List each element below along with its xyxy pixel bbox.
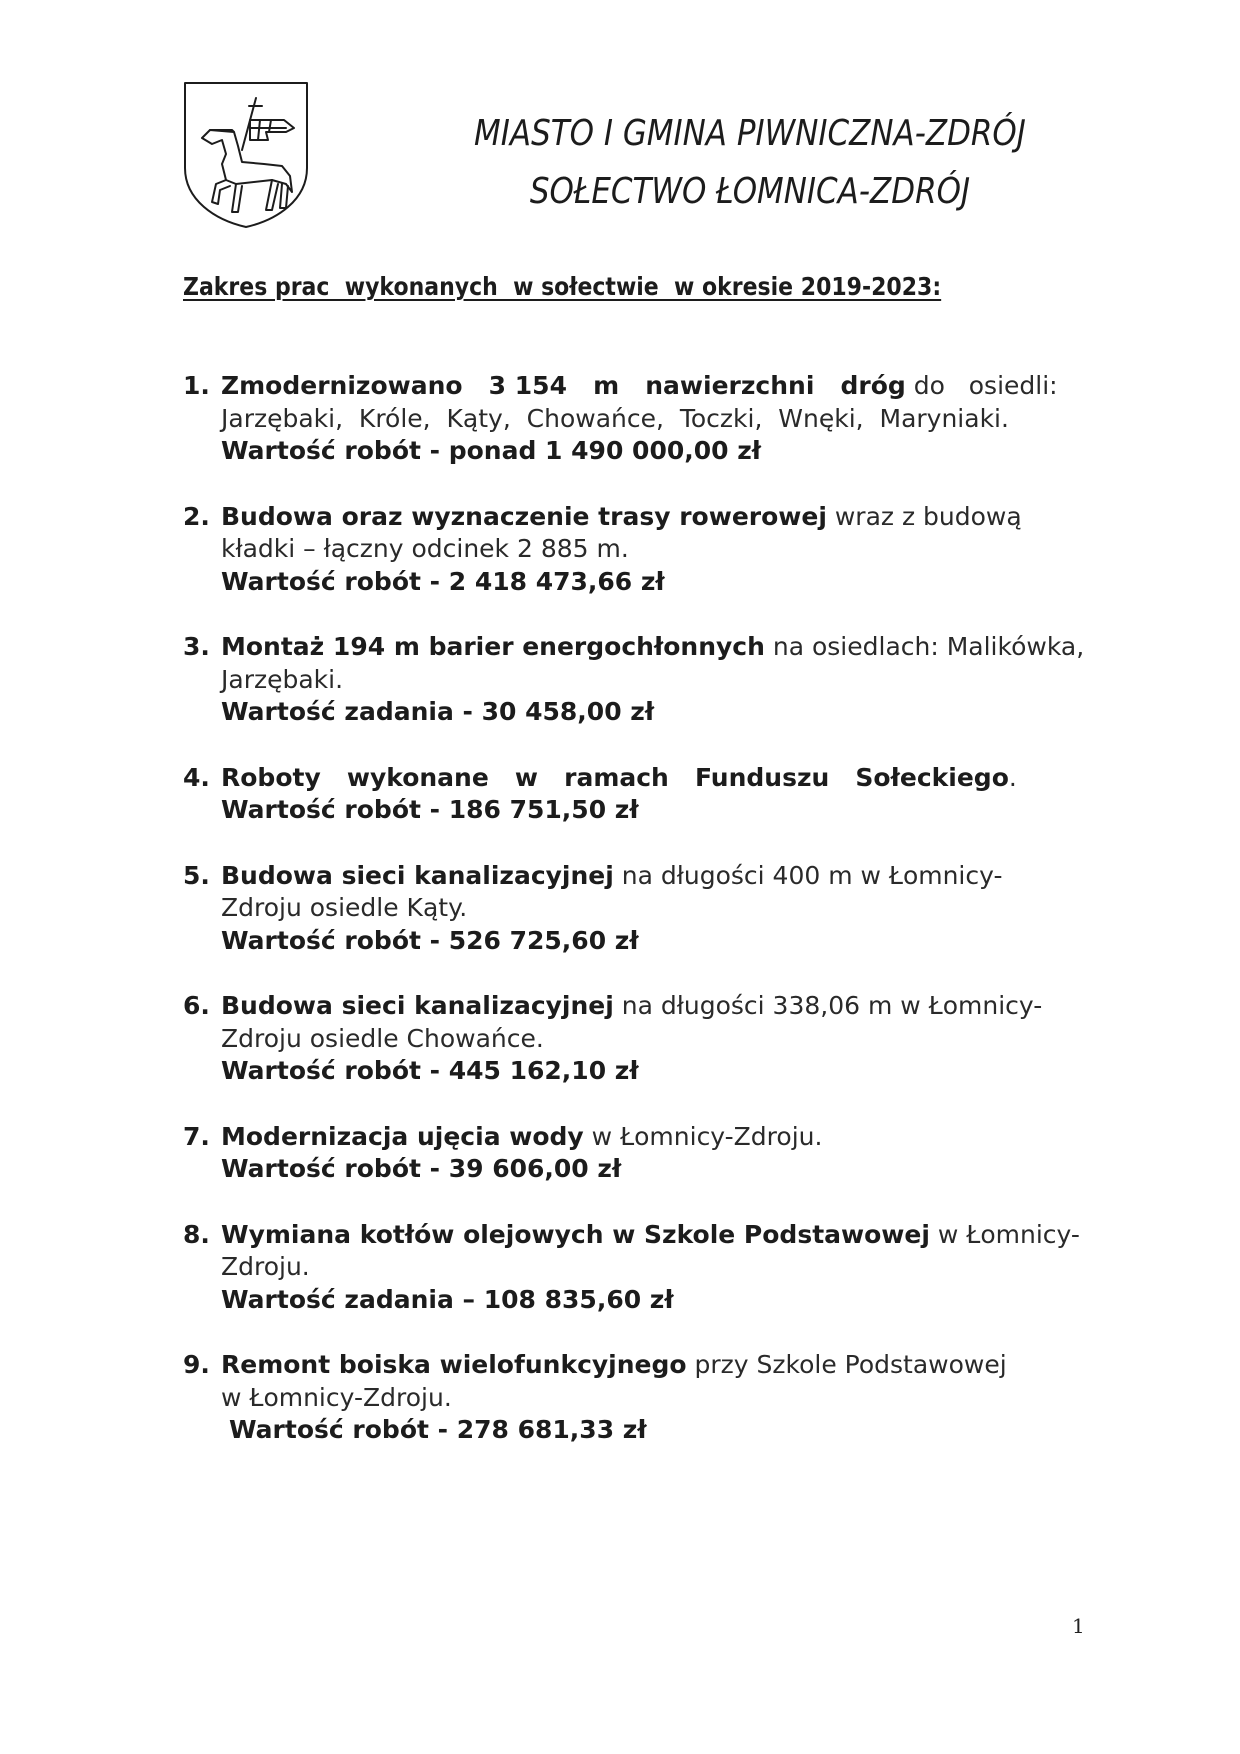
village-title: SOŁECTWO ŁOMNICA-ZDRÓJ xyxy=(529,171,971,212)
item-number: 5. xyxy=(183,860,210,890)
item-detail: . xyxy=(1008,762,1017,792)
item-description-line xyxy=(221,762,1085,795)
item-value: Wartość robót - ponad 1 490 000,00 zł xyxy=(221,436,762,465)
list-item xyxy=(183,501,1085,599)
item-title: Remont boiska wielofunkcyjnego xyxy=(221,1350,687,1379)
item-detail: Zdroju osiedle Kąty. xyxy=(221,893,468,922)
item-description-line xyxy=(221,631,1085,664)
item-description-line xyxy=(221,533,1085,566)
item-number: 4. xyxy=(183,762,210,792)
item-title: Wymiana kotłów olejowych w Szkole Podstawowej xyxy=(221,1219,930,1249)
document-header xyxy=(440,105,1059,221)
item-detail: Jarzębaki. xyxy=(221,664,344,694)
list-item xyxy=(183,1121,1085,1186)
item-title: Budowa sieci kanalizacyjnej xyxy=(221,860,614,890)
item-value: Wartość robót - 526 725,60 zł xyxy=(221,925,639,955)
list-item xyxy=(183,990,1085,1088)
item-description-line xyxy=(221,1219,1085,1252)
item-title: Zmodernizowano 3 154 m nawierzchni dróg xyxy=(221,371,906,400)
item-title: Budowa sieci kanalizacyjnej xyxy=(221,991,614,1020)
item-description-line xyxy=(221,403,1085,436)
item-detail: przy Szkole Podstawowej xyxy=(686,1350,1007,1379)
list-item xyxy=(183,762,1085,827)
item-number: 7. xyxy=(183,1121,210,1151)
item-detail: na osiedlach: Malikówka, xyxy=(764,632,1085,661)
item-number: 9. xyxy=(183,1350,210,1379)
item-description-line xyxy=(221,1023,1085,1056)
list-item xyxy=(183,631,1085,729)
item-title: Modernizacja ujęcia wody xyxy=(221,1121,584,1151)
list-item xyxy=(183,370,1085,468)
item-description-line xyxy=(221,1251,1085,1284)
works-list xyxy=(183,370,1085,1480)
section-heading: Zakres prac wykonanych w sołectwie w okresie 2019-2023: xyxy=(183,272,942,301)
item-value: Wartość zadania – 108 835,60 zł xyxy=(221,1284,674,1314)
item-detail: na długości 338,06 m w Łomnicy- xyxy=(613,991,1043,1020)
item-number: 1. xyxy=(183,371,210,400)
item-description-line xyxy=(221,1349,1085,1382)
item-number: 8. xyxy=(183,1219,210,1249)
item-description-line xyxy=(221,1121,1085,1154)
item-description-line xyxy=(221,370,1085,403)
coat-of-arms-icon xyxy=(182,80,310,230)
item-detail: Zdroju osiedle Chowańce. xyxy=(221,1023,544,1053)
item-detail: kładki – łączny odcinek 2 885 m. xyxy=(221,534,629,563)
item-detail: do osiedli: xyxy=(905,371,1058,400)
item-value: Wartość robót - 186 751,50 zł xyxy=(221,795,639,824)
item-title: Roboty wykonane w ramach Funduszu Sołeckiego xyxy=(221,762,1009,792)
item-title: Montaż 194 m barier energochłonnych xyxy=(221,632,765,661)
list-item xyxy=(183,860,1085,958)
item-detail: w Łomnicy- xyxy=(929,1219,1080,1249)
item-detail: Jarzębaki, Króle, Kąty, Chowańce, Toczki, Wnęki, Maryniaki. xyxy=(221,403,1009,433)
item-value: Wartość robót - 445 162,10 zł xyxy=(221,1056,639,1085)
item-detail: Zdroju. xyxy=(221,1252,310,1281)
item-value: Wartość zadania - 30 458,00 zł xyxy=(221,697,655,726)
page-number: 1 xyxy=(1072,1614,1085,1638)
item-description-line xyxy=(221,860,1085,893)
item-detail: w Łomnicy-Zdroju. xyxy=(221,1382,452,1412)
item-value: Wartość robót - 278 681,33 zł xyxy=(229,1415,647,1444)
item-value: Wartość robót - 39 606,00 zł xyxy=(221,1154,622,1183)
item-number: 6. xyxy=(183,991,210,1020)
list-item xyxy=(183,1349,1085,1447)
item-description-line xyxy=(221,892,1085,925)
item-detail: w Łomnicy-Zdroju. xyxy=(583,1121,823,1151)
item-number: 2. xyxy=(183,501,210,531)
item-value: Wartość robót - 2 418 473,66 zł xyxy=(221,566,665,596)
item-description-line xyxy=(221,1382,1085,1415)
list-item xyxy=(183,1219,1085,1317)
municipality-title: MIASTO I GMINA PIWNICZNA-ZDRÓJ xyxy=(474,113,1026,154)
item-number: 3. xyxy=(183,632,210,661)
item-detail: wraz z budową xyxy=(826,501,1022,531)
item-description-line xyxy=(221,664,1085,697)
item-description-line xyxy=(221,501,1085,534)
item-title: Budowa oraz wyznaczenie trasy rowerowej xyxy=(221,501,827,531)
item-description-line xyxy=(221,990,1085,1023)
item-detail: na długości 400 m w Łomnicy- xyxy=(613,860,1003,890)
